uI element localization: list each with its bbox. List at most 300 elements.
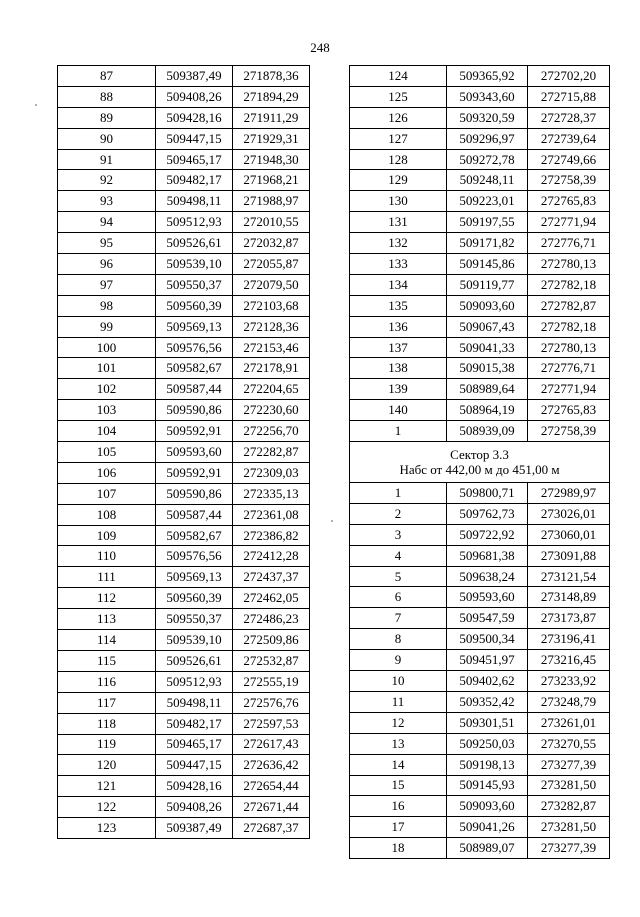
y-coordinate-cell: 273281,50	[528, 775, 610, 796]
table-row	[58, 567, 310, 588]
y-coordinate-cell: 273261,01	[528, 712, 610, 733]
y-coordinate-cell: 272486,23	[233, 609, 310, 630]
y-coordinate-cell: 272749,66	[528, 149, 610, 170]
point-number-cell: 14	[350, 754, 447, 775]
table-row	[350, 691, 610, 712]
y-coordinate-cell: 273248,79	[528, 691, 610, 712]
y-coordinate-cell: 272687,37	[233, 818, 310, 839]
table-row	[350, 254, 610, 275]
table-row	[350, 671, 610, 692]
point-number-cell: 97	[58, 274, 156, 295]
x-coordinate-cell: 509582,67	[156, 358, 233, 379]
table-row	[350, 66, 610, 87]
scan-speck	[331, 520, 333, 522]
point-number-cell: 9	[350, 650, 447, 671]
y-coordinate-cell: 272765,83	[528, 400, 610, 421]
y-coordinate-cell: 272654,44	[233, 776, 310, 797]
x-coordinate-cell: 509500,34	[447, 629, 528, 650]
point-number-cell: 123	[58, 818, 156, 839]
point-number-cell: 130	[350, 191, 447, 212]
x-coordinate-cell: 509041,26	[447, 817, 528, 838]
x-coordinate-cell: 509250,03	[447, 733, 528, 754]
y-coordinate-cell: 272437,37	[233, 567, 310, 588]
y-coordinate-cell: 272412,28	[233, 546, 310, 567]
point-number-cell: 96	[58, 254, 156, 275]
y-coordinate-cell: 272739,64	[528, 128, 610, 149]
point-number-cell: 106	[58, 462, 156, 483]
y-coordinate-cell: 272782,18	[528, 316, 610, 337]
x-coordinate-cell: 509387,49	[156, 818, 233, 839]
table-row	[350, 838, 610, 859]
x-coordinate-cell: 509512,93	[156, 212, 233, 233]
x-coordinate-cell: 509451,97	[447, 650, 528, 671]
x-coordinate-cell: 509223,01	[447, 191, 528, 212]
table-row	[58, 254, 310, 275]
x-coordinate-cell: 509041,33	[447, 337, 528, 358]
point-number-cell: 103	[58, 400, 156, 421]
point-number-cell: 7	[350, 608, 447, 629]
table-row	[350, 421, 610, 442]
y-coordinate-cell: 272178,91	[233, 358, 310, 379]
table-row	[58, 630, 310, 651]
y-coordinate-cell: 271968,21	[233, 170, 310, 191]
y-coordinate-cell: 272282,87	[233, 442, 310, 463]
point-number-cell: 1	[350, 483, 447, 504]
table-row	[350, 379, 610, 400]
y-coordinate-cell: 272782,87	[528, 295, 610, 316]
point-number-cell: 122	[58, 797, 156, 818]
x-coordinate-cell: 509428,16	[156, 107, 233, 128]
point-number-cell: 132	[350, 233, 447, 254]
point-number-cell: 111	[58, 567, 156, 588]
point-number-cell: 113	[58, 609, 156, 630]
x-coordinate-cell: 509569,13	[156, 316, 233, 337]
table-row	[350, 629, 610, 650]
table-row	[58, 337, 310, 358]
point-number-cell: 112	[58, 588, 156, 609]
table-row	[350, 524, 610, 545]
table-row	[58, 128, 310, 149]
sector-header-row	[350, 442, 610, 483]
table-row	[58, 650, 310, 671]
table-row	[350, 483, 610, 504]
page-number: 248	[310, 40, 330, 55]
point-number-cell: 125	[350, 86, 447, 107]
table-row	[350, 170, 610, 191]
y-coordinate-cell: 273270,55	[528, 733, 610, 754]
x-coordinate-cell: 509593,60	[156, 442, 233, 463]
x-coordinate-cell: 509762,73	[447, 503, 528, 524]
table-row	[350, 545, 610, 566]
table-row	[350, 817, 610, 838]
table-row	[58, 233, 310, 254]
table-row	[58, 358, 310, 379]
point-number-cell: 104	[58, 421, 156, 442]
x-coordinate-cell: 509482,17	[156, 170, 233, 191]
x-coordinate-cell: 509498,11	[156, 692, 233, 713]
x-coordinate-cell: 509093,60	[447, 796, 528, 817]
point-number-cell: 5	[350, 566, 447, 587]
y-coordinate-cell: 272204,65	[233, 379, 310, 400]
x-coordinate-cell: 509248,11	[447, 170, 528, 191]
x-coordinate-cell: 509550,37	[156, 274, 233, 295]
x-coordinate-cell: 509402,62	[447, 671, 528, 692]
point-number-cell: 4	[350, 545, 447, 566]
point-number-cell: 90	[58, 128, 156, 149]
table-row	[350, 233, 610, 254]
table-row	[58, 755, 310, 776]
x-coordinate-cell: 509587,44	[156, 379, 233, 400]
x-coordinate-cell: 508964,19	[447, 400, 528, 421]
y-coordinate-cell: 272462,05	[233, 588, 310, 609]
point-number-cell: 17	[350, 817, 447, 838]
table-row	[350, 149, 610, 170]
table-row	[58, 692, 310, 713]
point-number-cell: 91	[58, 149, 156, 170]
x-coordinate-cell: 509800,71	[447, 483, 528, 504]
x-coordinate-cell: 509015,38	[447, 358, 528, 379]
table-row	[350, 608, 610, 629]
table-row	[58, 170, 310, 191]
x-coordinate-cell: 509447,15	[156, 128, 233, 149]
y-coordinate-cell: 272671,44	[233, 797, 310, 818]
y-coordinate-cell: 272153,46	[233, 337, 310, 358]
point-number-cell: 136	[350, 316, 447, 337]
x-coordinate-cell: 509539,10	[156, 630, 233, 651]
point-number-cell: 121	[58, 776, 156, 797]
table-row	[350, 587, 610, 608]
point-number-cell: 134	[350, 274, 447, 295]
table-row	[350, 503, 610, 524]
point-number-cell: 133	[350, 254, 447, 275]
point-number-cell: 139	[350, 379, 447, 400]
x-coordinate-cell: 509526,61	[156, 233, 233, 254]
x-coordinate-cell: 509638,24	[447, 566, 528, 587]
table-row	[58, 442, 310, 463]
x-coordinate-cell: 509539,10	[156, 254, 233, 275]
point-number-cell: 11	[350, 691, 447, 712]
y-coordinate-cell: 272010,55	[233, 212, 310, 233]
coordinates-table-right	[349, 65, 610, 859]
y-coordinate-cell: 272728,37	[528, 107, 610, 128]
table-row	[350, 712, 610, 733]
point-number-cell: 108	[58, 504, 156, 525]
point-number-cell: 95	[58, 233, 156, 254]
y-coordinate-cell: 273233,92	[528, 671, 610, 692]
point-number-cell: 15	[350, 775, 447, 796]
y-coordinate-cell: 272103,68	[233, 295, 310, 316]
table-row	[58, 421, 310, 442]
y-coordinate-cell: 271878,36	[233, 66, 310, 87]
point-number-cell: 88	[58, 86, 156, 107]
table-row	[350, 566, 610, 587]
y-coordinate-cell: 272636,42	[233, 755, 310, 776]
y-coordinate-cell: 272079,50	[233, 274, 310, 295]
table-row	[350, 358, 610, 379]
point-number-cell: 105	[58, 442, 156, 463]
table-row	[350, 107, 610, 128]
y-coordinate-cell: 273060,01	[528, 524, 610, 545]
y-coordinate-cell: 273277,39	[528, 754, 610, 775]
table-row	[58, 525, 310, 546]
x-coordinate-cell: 509722,92	[447, 524, 528, 545]
x-coordinate-cell: 509592,91	[156, 462, 233, 483]
table-row	[58, 797, 310, 818]
point-number-cell: 99	[58, 316, 156, 337]
x-coordinate-cell: 509465,17	[156, 734, 233, 755]
table-row	[58, 191, 310, 212]
point-number-cell: 3	[350, 524, 447, 545]
point-number-cell: 2	[350, 503, 447, 524]
y-coordinate-cell: 272597,53	[233, 713, 310, 734]
y-coordinate-cell: 271894,29	[233, 86, 310, 107]
x-coordinate-cell: 509465,17	[156, 149, 233, 170]
x-coordinate-cell: 509512,93	[156, 671, 233, 692]
scan-speck	[35, 104, 37, 106]
y-coordinate-cell: 271911,29	[233, 107, 310, 128]
x-coordinate-cell: 509482,17	[156, 713, 233, 734]
x-coordinate-cell: 509352,42	[447, 691, 528, 712]
point-number-cell: 16	[350, 796, 447, 817]
x-coordinate-cell: 509093,60	[447, 295, 528, 316]
sector-header	[350, 442, 610, 483]
point-number-cell: 107	[58, 483, 156, 504]
x-coordinate-cell: 509560,39	[156, 295, 233, 316]
table-row	[58, 713, 310, 734]
x-coordinate-cell: 509119,77	[447, 274, 528, 295]
point-number-cell: 127	[350, 128, 447, 149]
point-number-cell: 18	[350, 838, 447, 859]
table-row	[58, 316, 310, 337]
table-row	[350, 191, 610, 212]
y-coordinate-cell: 272230,60	[233, 400, 310, 421]
y-coordinate-cell: 272780,13	[528, 337, 610, 358]
point-number-cell: 114	[58, 630, 156, 651]
y-coordinate-cell: 272989,97	[528, 483, 610, 504]
point-number-cell: 110	[58, 546, 156, 567]
y-coordinate-cell: 273216,45	[528, 650, 610, 671]
table-row	[350, 733, 610, 754]
point-number-cell: 119	[58, 734, 156, 755]
table-row	[350, 775, 610, 796]
x-coordinate-cell: 509569,13	[156, 567, 233, 588]
x-coordinate-cell: 509365,92	[447, 66, 528, 87]
table-row	[58, 212, 310, 233]
point-number-cell: 102	[58, 379, 156, 400]
x-coordinate-cell: 509592,91	[156, 421, 233, 442]
table-row	[58, 588, 310, 609]
table-row	[58, 504, 310, 525]
y-coordinate-cell: 272509,86	[233, 630, 310, 651]
x-coordinate-cell: 509145,93	[447, 775, 528, 796]
point-number-cell: 93	[58, 191, 156, 212]
point-number-cell: 6	[350, 587, 447, 608]
y-coordinate-cell: 273173,87	[528, 608, 610, 629]
y-coordinate-cell: 273148,89	[528, 587, 610, 608]
table-row	[350, 316, 610, 337]
y-coordinate-cell: 272532,87	[233, 650, 310, 671]
point-number-cell: 126	[350, 107, 447, 128]
x-coordinate-cell: 509560,39	[156, 588, 233, 609]
point-number-cell: 100	[58, 337, 156, 358]
y-coordinate-cell: 273281,50	[528, 817, 610, 838]
point-number-cell: 13	[350, 733, 447, 754]
x-coordinate-cell: 508989,64	[447, 379, 528, 400]
y-coordinate-cell: 272771,94	[528, 212, 610, 233]
x-coordinate-cell: 509387,49	[156, 66, 233, 87]
y-coordinate-cell: 271929,31	[233, 128, 310, 149]
x-coordinate-cell: 509590,86	[156, 483, 233, 504]
x-coordinate-cell: 509198,13	[447, 754, 528, 775]
x-coordinate-cell: 509301,51	[447, 712, 528, 733]
coordinates-table-left	[57, 65, 310, 839]
point-number-cell: 131	[350, 212, 447, 233]
point-number-cell: 137	[350, 337, 447, 358]
sector-subtitle: Набс от 442,00 м до 451,00 м	[399, 462, 560, 478]
point-number-cell: 135	[350, 295, 447, 316]
x-coordinate-cell: 509408,26	[156, 797, 233, 818]
table-row	[58, 66, 310, 87]
table-row	[350, 86, 610, 107]
point-number-cell: 115	[58, 650, 156, 671]
table-row	[350, 400, 610, 421]
point-number-cell: 124	[350, 66, 447, 87]
y-coordinate-cell: 273026,01	[528, 503, 610, 524]
table-row	[58, 295, 310, 316]
y-coordinate-cell: 273121,54	[528, 566, 610, 587]
point-number-cell: 12	[350, 712, 447, 733]
table-row	[58, 86, 310, 107]
y-coordinate-cell: 272032,87	[233, 233, 310, 254]
y-coordinate-cell: 272715,88	[528, 86, 610, 107]
y-coordinate-cell: 272771,94	[528, 379, 610, 400]
x-coordinate-cell: 509272,78	[447, 149, 528, 170]
table-row	[58, 671, 310, 692]
y-coordinate-cell: 272309,03	[233, 462, 310, 483]
table-row	[58, 734, 310, 755]
table-row	[58, 483, 310, 504]
y-coordinate-cell: 272335,13	[233, 483, 310, 504]
point-number-cell: 10	[350, 671, 447, 692]
x-coordinate-cell: 509171,82	[447, 233, 528, 254]
point-number-cell: 89	[58, 107, 156, 128]
x-coordinate-cell: 509593,60	[447, 587, 528, 608]
point-number-cell: 120	[58, 755, 156, 776]
x-coordinate-cell: 509498,11	[156, 191, 233, 212]
x-coordinate-cell: 508989,07	[447, 838, 528, 859]
x-coordinate-cell: 509590,86	[156, 400, 233, 421]
x-coordinate-cell: 509576,56	[156, 546, 233, 567]
point-number-cell: 87	[58, 66, 156, 87]
x-coordinate-cell: 509067,43	[447, 316, 528, 337]
x-coordinate-cell: 508939,09	[447, 421, 528, 442]
x-coordinate-cell: 509526,61	[156, 650, 233, 671]
y-coordinate-cell: 271948,30	[233, 149, 310, 170]
point-number-cell: 138	[350, 358, 447, 379]
y-coordinate-cell: 272776,71	[528, 233, 610, 254]
table-row	[350, 274, 610, 295]
x-coordinate-cell: 509320,59	[447, 107, 528, 128]
y-coordinate-cell: 272780,13	[528, 254, 610, 275]
table-row	[350, 295, 610, 316]
y-coordinate-cell: 272782,18	[528, 274, 610, 295]
x-coordinate-cell: 509582,67	[156, 525, 233, 546]
y-coordinate-cell: 272055,87	[233, 254, 310, 275]
table-row	[350, 650, 610, 671]
y-coordinate-cell: 272702,20	[528, 66, 610, 87]
table-row	[58, 107, 310, 128]
y-coordinate-cell: 272256,70	[233, 421, 310, 442]
x-coordinate-cell: 509145,86	[447, 254, 528, 275]
y-coordinate-cell: 272576,76	[233, 692, 310, 713]
table-row	[58, 400, 310, 421]
x-coordinate-cell: 509197,55	[447, 212, 528, 233]
table-row	[58, 818, 310, 839]
y-coordinate-cell: 271988,97	[233, 191, 310, 212]
y-coordinate-cell: 272765,83	[528, 191, 610, 212]
x-coordinate-cell: 509681,38	[447, 545, 528, 566]
point-number-cell: 128	[350, 149, 447, 170]
table-row	[350, 337, 610, 358]
y-coordinate-cell: 273282,87	[528, 796, 610, 817]
x-coordinate-cell: 509408,26	[156, 86, 233, 107]
point-number-cell: 116	[58, 671, 156, 692]
point-number-cell: 98	[58, 295, 156, 316]
y-coordinate-cell: 273196,41	[528, 629, 610, 650]
y-coordinate-cell: 272758,39	[528, 170, 610, 191]
point-number-cell: 129	[350, 170, 447, 191]
point-number-cell: 101	[58, 358, 156, 379]
point-number-cell: 1	[350, 421, 447, 442]
table-row	[350, 754, 610, 775]
y-coordinate-cell: 272386,82	[233, 525, 310, 546]
table-row	[350, 796, 610, 817]
y-coordinate-cell: 272361,08	[233, 504, 310, 525]
table-row	[350, 128, 610, 149]
x-coordinate-cell: 509587,44	[156, 504, 233, 525]
y-coordinate-cell: 273091,88	[528, 545, 610, 566]
point-number-cell: 140	[350, 400, 447, 421]
table-row	[58, 546, 310, 567]
table-row	[350, 212, 610, 233]
y-coordinate-cell: 272617,43	[233, 734, 310, 755]
x-coordinate-cell: 509550,37	[156, 609, 233, 630]
table-row	[58, 462, 310, 483]
sector-title: Сектор 3.3	[450, 447, 509, 463]
x-coordinate-cell: 509343,60	[447, 86, 528, 107]
point-number-cell: 109	[58, 525, 156, 546]
point-number-cell: 8	[350, 629, 447, 650]
x-coordinate-cell: 509296,97	[447, 128, 528, 149]
x-coordinate-cell: 509576,56	[156, 337, 233, 358]
table-row	[58, 149, 310, 170]
point-number-cell: 117	[58, 692, 156, 713]
x-coordinate-cell: 509447,15	[156, 755, 233, 776]
table-row	[58, 609, 310, 630]
y-coordinate-cell: 272128,36	[233, 316, 310, 337]
point-number-cell: 118	[58, 713, 156, 734]
x-coordinate-cell: 509547,59	[447, 608, 528, 629]
y-coordinate-cell: 272555,19	[233, 671, 310, 692]
point-number-cell: 94	[58, 212, 156, 233]
y-coordinate-cell: 272758,39	[528, 421, 610, 442]
y-coordinate-cell: 273277,39	[528, 838, 610, 859]
table-row	[58, 274, 310, 295]
point-number-cell: 92	[58, 170, 156, 191]
y-coordinate-cell: 272776,71	[528, 358, 610, 379]
table-row	[58, 379, 310, 400]
x-coordinate-cell: 509428,16	[156, 776, 233, 797]
